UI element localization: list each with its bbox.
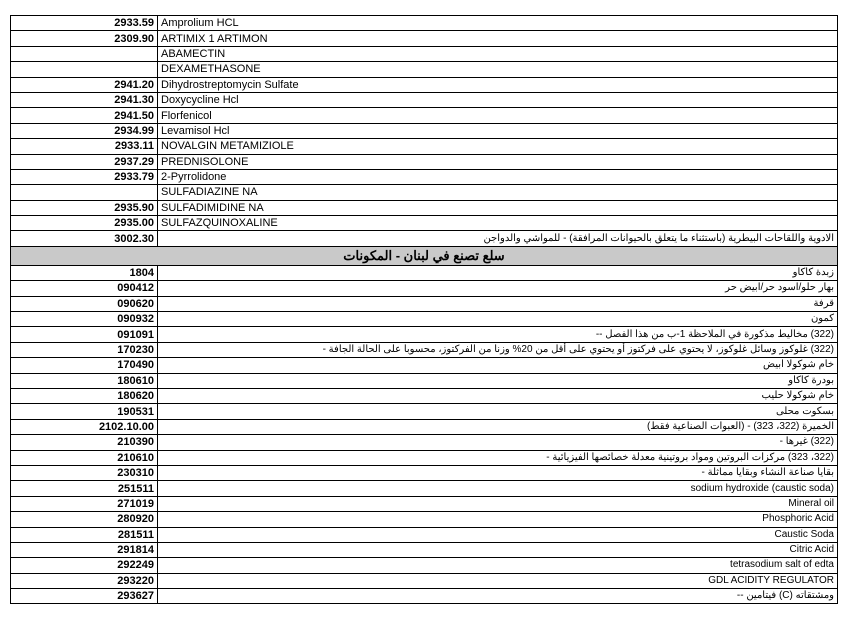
table-row <box>11 435 838 450</box>
description-cell[interactable]: زبدة كاكاو <box>158 265 838 280</box>
spreadsheet-table <box>10 15 838 604</box>
table-row <box>11 281 838 296</box>
table-row <box>11 327 838 342</box>
table-row <box>11 542 838 557</box>
hs-code-cell[interactable]: 170490 <box>11 358 158 373</box>
table-row <box>11 404 838 419</box>
hs-code-cell[interactable] <box>11 185 158 200</box>
description-cell[interactable]: 2-Pyrrolidone <box>158 169 838 184</box>
description-cell[interactable]: ARTIMIX 1 ARTIMON <box>158 31 838 46</box>
description-cell[interactable]: كمون <box>158 312 838 327</box>
hs-code-cell[interactable]: 1804 <box>11 265 158 280</box>
hs-code-cell[interactable]: 091091 <box>11 327 158 342</box>
hs-code-cell[interactable]: 2933.79 <box>11 169 158 184</box>
table-row <box>11 527 838 542</box>
table-row <box>11 358 838 373</box>
section-header-row <box>11 246 838 265</box>
table-row <box>11 216 838 231</box>
description-cell[interactable]: SULFADIMIDINE NA <box>158 200 838 215</box>
description-cell[interactable]: الادوية واللقاحات البيطرية (باستثناء ما يتعلق بالحيوانات المرافقة) - للمواشي والدواجن <box>158 231 838 246</box>
hs-code-cell[interactable]: 210390 <box>11 435 158 450</box>
hs-code-cell[interactable] <box>11 46 158 61</box>
section-header[interactable]: سلع تصنع في لبنان - المكونات <box>11 246 838 265</box>
hs-code-cell[interactable]: 090620 <box>11 296 158 311</box>
description-cell[interactable]: قرفة <box>158 296 838 311</box>
description-cell[interactable]: Citric Acid <box>158 542 838 557</box>
table-row <box>11 296 838 311</box>
table-row <box>11 342 838 357</box>
table-row <box>11 77 838 92</box>
table-row <box>11 573 838 588</box>
table-row <box>11 16 838 31</box>
table-row <box>11 62 838 77</box>
hs-code-cell[interactable] <box>11 62 158 77</box>
table-row <box>11 200 838 215</box>
description-cell[interactable]: (322) غيرها - <box>158 435 838 450</box>
table-row <box>11 312 838 327</box>
table-row <box>11 139 838 154</box>
table-row <box>11 108 838 123</box>
description-cell[interactable]: GDL ACIDITY REGULATOR <box>158 573 838 588</box>
table-row <box>11 388 838 403</box>
hs-code-cell[interactable]: 293220 <box>11 573 158 588</box>
description-cell[interactable]: tetrasodium salt of edta <box>158 558 838 573</box>
hs-code-cell[interactable]: 2937.29 <box>11 154 158 169</box>
table-row <box>11 31 838 46</box>
description-cell[interactable]: ومشتقاته (C) فيتامين -- <box>158 589 838 604</box>
hs-code-cell[interactable]: 251511 <box>11 481 158 496</box>
description-cell[interactable]: Dihydrostreptomycin Sulfate <box>158 77 838 92</box>
hs-code-cell[interactable]: 210610 <box>11 450 158 465</box>
description-cell[interactable]: بسكوت محلى <box>158 404 838 419</box>
table-row <box>11 185 838 200</box>
table-row <box>11 450 838 465</box>
spreadsheet-body <box>11 16 838 604</box>
hs-code-cell[interactable]: 190531 <box>11 404 158 419</box>
hs-code-cell[interactable]: 3002.30 <box>11 231 158 246</box>
hs-code-cell[interactable]: 180620 <box>11 388 158 403</box>
hs-code-cell[interactable]: 2941.50 <box>11 108 158 123</box>
description-cell[interactable]: بقايا صناعة النشاء وبقايا مماثلة - <box>158 465 838 480</box>
description-cell[interactable]: sodium hydroxide (caustic soda) <box>158 481 838 496</box>
hs-code-cell[interactable]: 2933.11 <box>11 139 158 154</box>
description-cell[interactable]: (322، 323) مركزات البروتين ومواد بروتينية معدلة خصائصها الفيزيائية - <box>158 450 838 465</box>
hs-code-cell[interactable]: 291814 <box>11 542 158 557</box>
table-row <box>11 465 838 480</box>
hs-code-cell[interactable]: 2941.20 <box>11 77 158 92</box>
hs-code-cell[interactable]: 271019 <box>11 496 158 511</box>
table-row <box>11 265 838 280</box>
table-row <box>11 169 838 184</box>
description-cell[interactable]: Amprolium HCL <box>158 16 838 31</box>
table-row <box>11 512 838 527</box>
table-row <box>11 419 838 434</box>
hs-code-cell[interactable]: 2309.90 <box>11 31 158 46</box>
table-row <box>11 123 838 138</box>
hs-code-cell[interactable]: 280920 <box>11 512 158 527</box>
hs-code-cell[interactable]: 090412 <box>11 281 158 296</box>
description-cell[interactable]: Caustic Soda <box>158 527 838 542</box>
description-cell[interactable]: Florfenicol <box>158 108 838 123</box>
table-row <box>11 558 838 573</box>
description-cell[interactable]: بهار حلو/اسود حر/ابيض حر <box>158 281 838 296</box>
hs-code-cell[interactable]: 292249 <box>11 558 158 573</box>
table-row <box>11 92 838 107</box>
hs-code-cell[interactable]: 2941.30 <box>11 92 158 107</box>
hs-code-cell[interactable]: 090932 <box>11 312 158 327</box>
hs-code-cell[interactable]: 293627 <box>11 589 158 604</box>
table-row <box>11 481 838 496</box>
description-cell[interactable]: NOVALGIN METAMIZIOLE <box>158 139 838 154</box>
description-cell[interactable]: ABAMECTIN <box>158 46 838 61</box>
hs-code-cell[interactable]: 281511 <box>11 527 158 542</box>
description-cell[interactable]: (322) مخاليط مذكورة في الملاحظة 1-ب من هذا الفصل -- <box>158 327 838 342</box>
table-row <box>11 46 838 61</box>
hs-code-cell[interactable]: 180610 <box>11 373 158 388</box>
description-cell[interactable]: Mineral oil <box>158 496 838 511</box>
description-cell[interactable]: Levamisol Hcl <box>158 123 838 138</box>
hs-code-cell[interactable]: 230310 <box>11 465 158 480</box>
hs-code-cell[interactable]: 2935.90 <box>11 200 158 215</box>
description-cell[interactable]: DEXAMETHASONE <box>158 62 838 77</box>
table-row <box>11 154 838 169</box>
description-cell[interactable]: بودرة كاكاو <box>158 373 838 388</box>
hs-code-cell[interactable]: 2934.99 <box>11 123 158 138</box>
table-row <box>11 589 838 604</box>
table-row <box>11 496 838 511</box>
description-cell[interactable]: (322) غلوكوز وسائل غلوكوز، لا يحتوي على فركتوز أو يحتوي على أقل من 20% وزنا من الفركتوز، محسوبا على الحالة الجافة - <box>158 342 838 357</box>
description-cell[interactable]: SULFADIAZINE NA <box>158 185 838 200</box>
description-cell[interactable]: SULFAZQUINOXALINE <box>158 216 838 231</box>
description-cell[interactable]: خام شوكولا حليب <box>158 388 838 403</box>
table-row <box>11 373 838 388</box>
hs-code-cell[interactable]: 2102.10.00 <box>11 419 158 434</box>
hs-code-cell[interactable]: 2935.00 <box>11 216 158 231</box>
description-cell[interactable]: PREDNISOLONE <box>158 154 838 169</box>
hs-code-cell[interactable]: 2933.59 <box>11 16 158 31</box>
description-cell[interactable]: Phosphoric Acid <box>158 512 838 527</box>
description-cell[interactable]: الخميرة (322، 323) - (العبوات الصناعية فقط) <box>158 419 838 434</box>
description-cell[interactable]: Doxycycline Hcl <box>158 92 838 107</box>
table-row <box>11 231 838 246</box>
hs-code-cell[interactable]: 170230 <box>11 342 158 357</box>
description-cell[interactable]: خام شوكولا ابيض <box>158 358 838 373</box>
